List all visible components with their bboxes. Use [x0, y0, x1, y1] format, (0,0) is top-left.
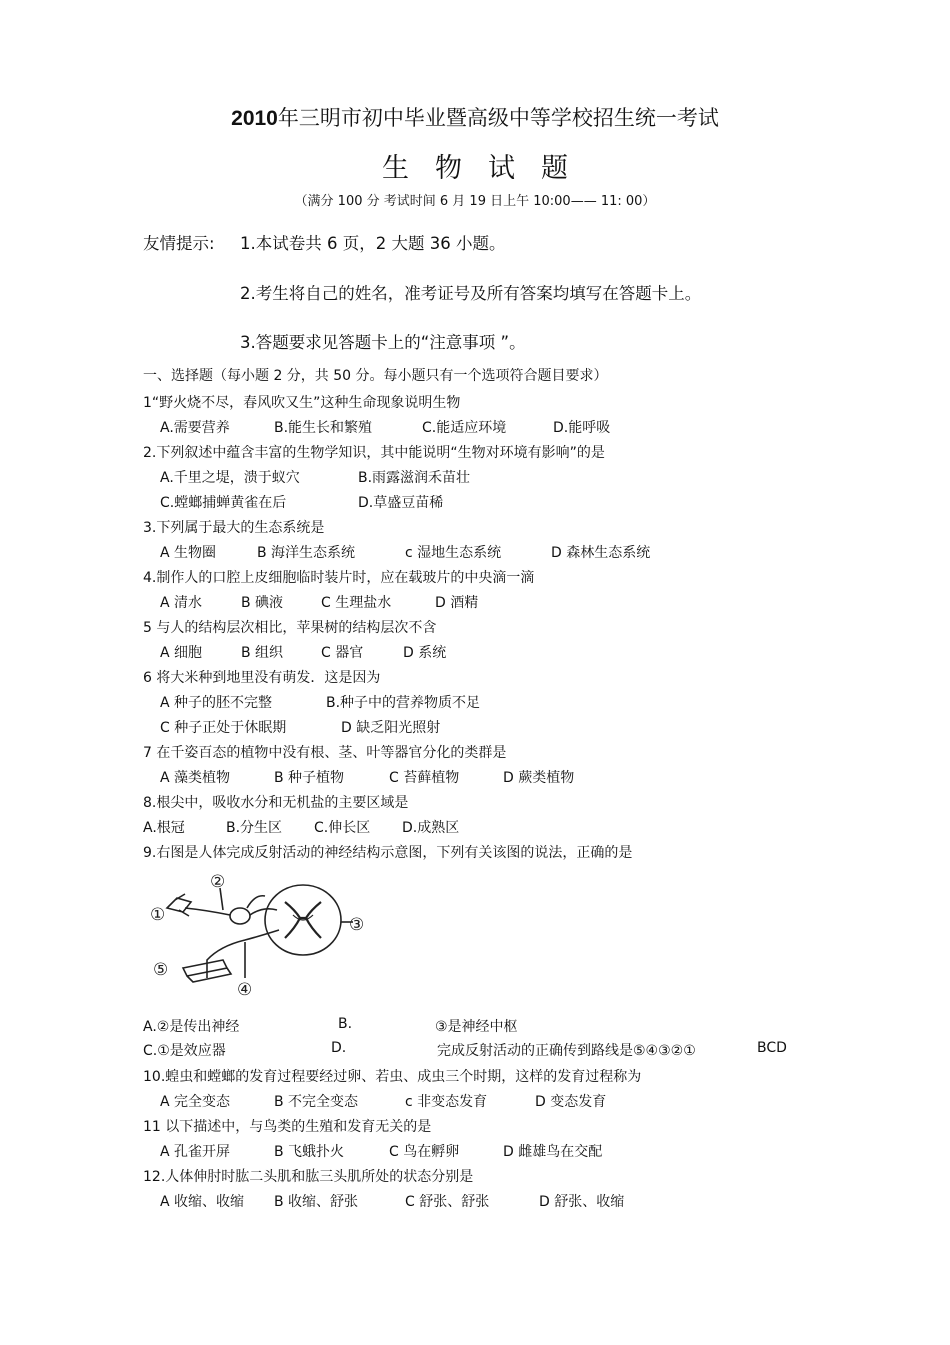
q4-option-a: A 清水: [160, 595, 203, 611]
q11-option-c: C 鸟在孵卵: [389, 1144, 460, 1160]
q1-option-b: B.能生长和繁殖: [274, 420, 373, 436]
label-3: ③: [349, 915, 365, 935]
q7-option-d: D 蕨类植物: [503, 770, 575, 786]
subject-title: 生物试题: [382, 153, 594, 184]
q12-option-b: B 收缩、舒张: [274, 1194, 359, 1210]
q3-option-c: c 湿地生态系统: [405, 545, 502, 561]
q10-option-d: D 变态发育: [535, 1094, 607, 1110]
label-1: ①: [150, 905, 166, 925]
question-stem-12: 12.人体伸肘时肱二头肌和肱三头肌所处的状态分别是: [143, 1169, 474, 1185]
reflex-arc-diagram: [145, 870, 380, 1000]
label-2: ②: [210, 872, 226, 892]
receptor-shape: [167, 894, 191, 916]
q5-option-a: A 细胞: [160, 645, 203, 661]
q9-option-a: A.②是传出神经: [143, 1019, 240, 1035]
q10-option-b: B 不完全变态: [274, 1094, 359, 1110]
q11-option-a: A 孔雀开屏: [160, 1144, 231, 1160]
question-stem-11: 11 以下描述中，与鸟类的生殖和发育无关的是: [143, 1119, 432, 1135]
tips-label: 友情提示:: [143, 234, 215, 253]
label-4: ④: [237, 980, 253, 1000]
q2-option-b: B.雨露滋润禾苗壮: [358, 470, 471, 486]
ganglion: [230, 908, 250, 924]
question-stem-3: 3.下列属于最大的生态系统是: [143, 520, 325, 536]
q7-option-c: C 苔藓植物: [389, 770, 460, 786]
q3-option-a: A 生物圈: [160, 545, 217, 561]
tip-item-3: 3.答题要求见答题卡上的“注意事项 ”。: [240, 333, 526, 352]
q6-option-b: B.种子中的营养物质不足: [326, 695, 481, 711]
exam-year: 2010: [231, 107, 278, 130]
q4-option-d: D 酒精: [435, 595, 479, 611]
q9-option-b-text: ③是神经中枢: [435, 1019, 518, 1035]
q5-option-b: B 组织: [241, 645, 284, 661]
q9-option-c: C.①是效应器: [143, 1043, 226, 1059]
q12-option-c: C 舒张、舒张: [405, 1194, 490, 1210]
q3-option-d: D 森林生态系统: [551, 545, 651, 561]
q6-option-d: D 缺乏阳光照射: [341, 720, 441, 736]
q2-option-a: A.千里之堤，溃于蚁穴: [160, 470, 300, 486]
q4-option-b: B 碘液: [241, 595, 284, 611]
q4-option-c: C 生理盐水: [321, 595, 392, 611]
q2-option-d: D.草盛豆苗稀: [358, 495, 444, 511]
q6-option-c: C 种子正处于休眠期: [160, 720, 287, 736]
question-stem-6: 6 将大米种到地里没有萌发．这是因为: [143, 670, 381, 686]
q8-option-a: A.根冠: [143, 820, 185, 836]
q1-option-c: C.能适应环境: [422, 420, 507, 436]
q3-option-b: B 海洋生态系统: [257, 545, 356, 561]
question-stem-5: 5 与人的结构层次相比，苹果树的结构层次不含: [143, 620, 437, 636]
question-stem-7: 7 在千姿百态的植物中没有根、茎、叶等器官分化的类群是: [143, 745, 507, 761]
q9-answer-note: BCD: [757, 1040, 787, 1056]
section-heading: 一、选择题（每小题 2 分，共 50 分。每小题只有一个选项符合题目要求）: [143, 368, 608, 384]
q7-option-b: B 种子植物: [274, 770, 345, 786]
q9-option-d-text: 完成反射活动的正确传到路线是⑤④③②①: [437, 1043, 696, 1059]
q9-option-d: D.: [331, 1040, 347, 1056]
efferent-nerve: [207, 930, 279, 978]
q8-option-c: C.伸长区: [314, 820, 371, 836]
exam-title: [0, 102, 950, 132]
tip-item-2: 2.考生将自己的姓名，准考证号及所有答案均填写在答题卡上。: [240, 284, 702, 303]
question-stem-9: 9.右图是人体完成反射活动的神经结构示意图，下列有关该图的说法，正确的是: [143, 845, 633, 861]
q12-option-a: A 收缩、收缩: [160, 1194, 245, 1210]
q1-option-a: A.需要营养: [160, 420, 230, 436]
label-5: ⑤: [153, 960, 169, 980]
question-stem-1: 1“野火烧不尽，春风吹又生”这种生命现象说明生物: [143, 395, 461, 411]
q8-option-b: B.分生区: [226, 820, 283, 836]
question-stem-2: 2.下列叙述中蕴含丰富的生物学知识，其中能说明“生物对环境有影响”的是: [143, 445, 605, 461]
q7-option-a: A 藻类植物: [160, 770, 231, 786]
question-stem-4: 4.制作人的口腔上皮细胞临时装片时，应在载玻片的中央滴一滴: [143, 570, 535, 586]
q1-option-d: D.能呼吸: [553, 420, 611, 436]
q11-option-d: D 雌雄鸟在交配: [503, 1144, 603, 1160]
tip-item-1: 1.本试卷共 6 页，2 大题 36 小题。: [240, 234, 506, 253]
q10-option-c: c 非变态发育: [405, 1094, 488, 1110]
exam-title-text: 年三明市初中毕业暨高级中等学校招生统一考试: [277, 106, 719, 130]
q11-option-b: B 飞蛾扑火: [274, 1144, 345, 1160]
question-stem-8: 8.根尖中，吸收水分和无机盐的主要区域是: [143, 795, 409, 811]
q5-option-d: D 系统: [403, 645, 447, 661]
q6-option-a: A 种子的胚不完整: [160, 695, 273, 711]
q9-option-b: B.: [338, 1016, 353, 1032]
question-stem-10: 10.蝗虫和螳螂的发育过程要经过卵、若虫、成虫三个时期，这样的发育过程称为: [143, 1069, 642, 1085]
q12-option-d: D 舒张、收缩: [539, 1194, 625, 1210]
q5-option-c: C 器官: [321, 645, 364, 661]
q10-option-a: A 完全变态: [160, 1094, 231, 1110]
q2-option-c: C.螳螂捕蝉黄雀在后: [160, 495, 287, 511]
exam-info: （满分 100 分 考试时间 6 月 19 日上午 10:00—— 11: 00）: [294, 194, 656, 209]
q8-option-d: D.成熟区: [402, 820, 460, 836]
